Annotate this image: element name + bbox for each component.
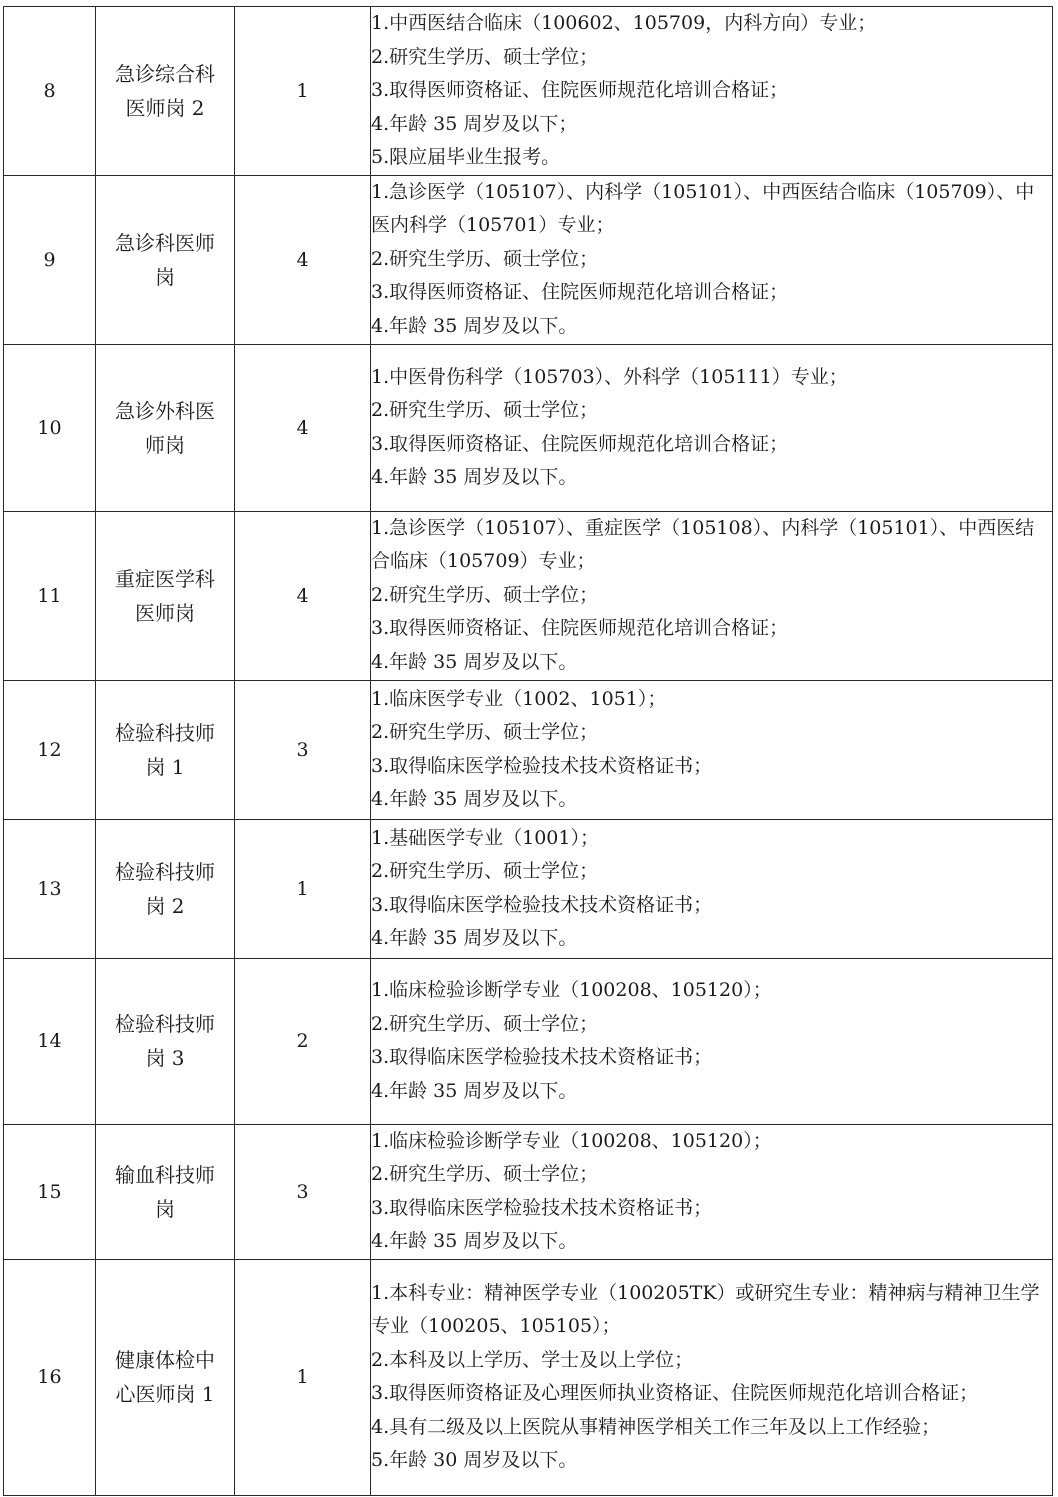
requirement-line: 4.具有二级及以上医院从事精神医学相关工作三年及以上工作经验； [371, 1415, 941, 1438]
requirements [371, 7, 1053, 176]
requirement-line: 3.取得医师资格证、住院医师规范化培训合格证； [371, 432, 789, 455]
requirement-line: 4.年龄 35 周岁及以下。 [371, 788, 578, 810]
requirement-line: 3.取得临床医学检验技术技术资格证书； [371, 893, 713, 916]
requirement-line: 4.年龄 35 周岁及以下； [371, 112, 578, 135]
requirement-line: 2.研究生学历、硕士学位； [371, 583, 599, 606]
requirement-line: 3.取得医师资格证、住院医师规范化培训合格证； [371, 617, 789, 640]
row-number: 15 [4, 1124, 96, 1259]
requirement-line: 2.研究生学历、硕士学位； [371, 721, 599, 743]
requirement-line: 3.取得医师资格证及心理医师执业资格证、住院医师规范化培训合格证； [371, 1382, 979, 1404]
requirement-line: 1.临床检验诊断学专业（100208、105120）； [371, 979, 772, 1001]
requirement-line: 1.临床医学专业（1002、1051）； [371, 687, 667, 710]
row-number: 16 [4, 1259, 96, 1495]
post-name: 急诊外科医师岗 [96, 344, 235, 511]
post-name: 检验科技师岗 2 [96, 819, 235, 958]
post-name: 检验科技师岗 3 [96, 958, 235, 1124]
requirement-line: 2.研究生学历、硕士学位； [371, 247, 599, 270]
table-row [4, 958, 1053, 1124]
requirements [371, 1259, 1053, 1495]
requirement-line: 3.取得医师资格证、住院医师规范化培训合格证； [371, 281, 789, 304]
requirement-line: 1.急诊医学（105107）、重症医学（105108）、内科学（105101）、中西医结合临床（105709）专业； [371, 516, 1035, 573]
post-name: 输血科技师岗 [96, 1124, 235, 1259]
table-row [4, 344, 1053, 511]
table-row [4, 819, 1053, 958]
requirement-line: 4.年龄 35 周岁及以下。 [371, 650, 578, 673]
post-count: 2 [235, 958, 371, 1124]
requirement-line: 4.年龄 35 周岁及以下。 [371, 1230, 578, 1252]
requirement-line: 5.限应届毕业生报考。 [371, 146, 561, 168]
post-name: 急诊综合科医师岗 2 [96, 7, 235, 176]
job-table [3, 6, 1053, 1496]
requirements [371, 958, 1053, 1124]
requirement-line: 3.取得临床医学检验技术技术资格证书； [371, 1046, 713, 1068]
requirements [371, 175, 1053, 344]
post-count: 4 [235, 344, 371, 511]
post-count: 3 [235, 680, 371, 819]
post-count: 1 [235, 7, 371, 176]
requirement-line: 4.年龄 35 周岁及以下。 [371, 466, 578, 488]
requirement-line: 2.本科及以上学历、学士及以上学位； [371, 1348, 694, 1371]
requirement-line: 5.年龄 30 周岁及以下。 [371, 1449, 578, 1471]
row-number: 10 [4, 344, 96, 511]
row-number: 8 [4, 7, 96, 176]
requirement-line: 2.研究生学历、硕士学位； [371, 1163, 599, 1185]
table-row [4, 511, 1053, 680]
requirement-line: 1.中医骨伤科学（105703）、外科学（105111）专业； [371, 365, 848, 388]
post-name: 急诊科医师岗 [96, 175, 235, 344]
row-number: 11 [4, 511, 96, 680]
requirement-line: 1.急诊医学（105107）、内科学（105101）、中西医结合临床（105709）、中医内科学（105701）专业； [371, 180, 1035, 237]
post-count: 3 [235, 1124, 371, 1259]
requirements [371, 344, 1053, 511]
table-row [4, 175, 1053, 344]
table-row [4, 680, 1053, 819]
row-number: 13 [4, 819, 96, 958]
requirement-line: 1.基础医学专业（1001）； [371, 826, 599, 849]
post-count: 4 [235, 175, 371, 344]
requirements [371, 819, 1053, 958]
requirement-line: 4.年龄 35 周岁及以下。 [371, 1079, 578, 1102]
requirements [371, 511, 1053, 680]
post-count: 4 [235, 511, 371, 680]
requirement-line: 4.年龄 35 周岁及以下。 [371, 314, 578, 337]
table-row [4, 7, 1053, 176]
requirements [371, 1124, 1053, 1259]
requirement-line: 2.研究生学历、硕士学位； [371, 1012, 599, 1035]
requirement-line: 2.研究生学历、硕士学位； [371, 860, 599, 882]
requirement-line: 2.研究生学历、硕士学位； [371, 45, 599, 68]
post-name: 重症医学科医师岗 [96, 511, 235, 680]
post-count: 1 [235, 1259, 371, 1495]
table-row [4, 1124, 1053, 1259]
requirement-line: 3.取得临床医学检验技术技术资格证书； [371, 754, 713, 777]
row-number: 9 [4, 175, 96, 344]
requirement-line: 1.中西医结合临床（100602、105709，内科方向）专业； [371, 12, 877, 34]
row-number: 12 [4, 680, 96, 819]
requirements [371, 680, 1053, 819]
post-name: 检验科技师岗 1 [96, 680, 235, 819]
row-number: 14 [4, 958, 96, 1124]
requirement-line: 3.取得医师资格证、住院医师规范化培训合格证； [371, 79, 789, 101]
requirement-line: 3.取得临床医学检验技术技术资格证书； [371, 1196, 713, 1219]
post-name: 健康体检中心医师岗 1 [96, 1259, 235, 1495]
post-count: 1 [235, 819, 371, 958]
requirement-line: 4.年龄 35 周岁及以下。 [371, 927, 578, 949]
requirement-line: 2.研究生学历、硕士学位； [371, 399, 599, 421]
requirement-line: 1.本科专业：精神医学专业（100205TK）或研究生专业：精神病与精神卫生学专业（100205、105105）； [371, 1281, 1040, 1337]
requirement-line: 1.临床检验诊断学专业（100208、105120）； [371, 1129, 772, 1152]
table-row [4, 1259, 1053, 1495]
